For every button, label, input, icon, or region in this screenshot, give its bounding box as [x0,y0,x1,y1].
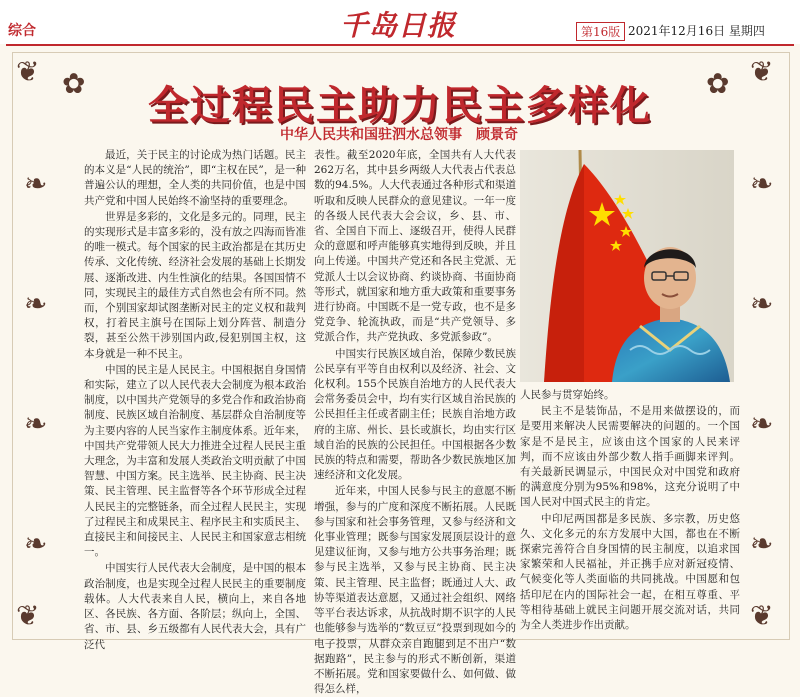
swirl-ornament-icon: ❦ [750,599,774,632]
article-column-1 [84,148,306,651]
newspaper-logo: 千岛日报 [340,9,457,42]
paragraph: 中国的民主是人民民主。中国根据自身国情和实际，建立了以人民代表大会制度为根本政治制度，以中国共产党领导的多党合作和政治协商制度、民族区域自治制度、基层群众自治制度等为主要内容的人民当家作主制度体系。近年来，中国共产党带领人民大力推进全过程人民民主重大理念，为丰富和发展人类政治文明贡献了中国智慧、中国方案。民主选举、民主协商、民主决策、民主管理、民主监督等各个环节形成全过程人民民主的完整链条，而全过程人民民主，实现了过程民主和成果民主、程序民主和实质民主、直接民主和间接民主、人民民主和国家意志相统一。 [84,363,306,559]
article-byline: 中华人民共和国驻泗水总领事 顾景奇 [280,127,518,143]
swirl-ornament-icon: ❧ [750,407,774,440]
page-number-badge: 第16版 [576,22,625,41]
swirl-ornament-icon: ✿ [706,67,730,100]
paragraph: 中国实行民族区域自治，保障少数民族公民享有平等自由权利以及经济、社会、文化权利。155个民族自治地方的人民代表大会常务委员会中，均有实行区域自治民族的公民担任主任或者副主任；民族自治地方政府的主席、州长、县长或旗长，均由实行区域自治的民族的公民担任。中国根据各少数民族的特点和需要，帮助各少数民族地区加速经济和文化发展。 [314,347,516,482]
paragraph: 表性。截至2020年底，全国共有人大代表262万名，其中县乡两级人大代表占代表总数的94.5%。人大代表通过各种形式和渠道听取和反映人民群众的意见建议。一年一度的各级人民代表大会会议，乡、县、市、省、全国自下而上、逐级召开，使得人民群众的意愿和呼声能够真实地得到反映，并且向上传递。中国共产党还和各民主党派、无党派人士以会议协商、约谈协商、书面协商等形式，就国家和地方重大政策和重要事务进行协商。中国既不是一党专政，也不是多党竞争、轮流执政，而是“共产党领导、多党派合作，共产党执政、多党派参政”。 [314,149,516,344]
paragraph: 民主不是装饰品，不是用来做摆设的，而是要用来解决人民需要解决的问题的。一个国家是不是民主，应该由这个国家的人民来评判，而不应该由外部少数人指手画脚来评判。有关最新民调显示，中国民众对中国党和政府的满意度分别为95%和98%，这充分说明了中国人民对中国式民主的肯定。 [520,405,740,509]
paragraph: 最近，关于民主的讨论成为热门话题。民主的本义是“人民的统治”，即“主权在民”，是一种普遍公认的理想，全人类的共同价值，也是中国共产党和中国人民始终不渝坚持的重要理念。 [84,149,306,207]
swirl-ornament-icon: ❧ [24,407,48,440]
paragraph: 世界是多彩的，文化是多元的。同理，民主的实现形式是丰富多彩的，没有放之四海而皆准的唯一模式。每个国家的民主政治都是在其历史传承、文化传统、经济社会发展的基础上长期发展、逐渐改进、内生性演化的结果。各国国情不同，实现民主的最佳方式自然也会有所不同。然而，个别国家却试图垄断对民主的定义权和裁判权，打着民主旗号在国际上划分阵营、制造分裂，甚至公然干涉别国内政,侵犯别国主权，这本身就是一种不民主。 [84,210,306,360]
article-column-3 [520,388,740,632]
swirl-ornament-icon: ❧ [750,287,774,320]
swirl-ornament-icon: ❦ [16,599,40,632]
swirl-ornament-icon: ✿ [62,67,86,100]
issue-date: 2021年12月16日 星期四 [628,24,765,38]
swirl-ornament-icon: ❧ [750,167,774,200]
masthead-divider [6,44,794,46]
swirl-ornament-icon: ❦ [16,55,40,88]
photo-illustration [520,150,734,382]
swirl-ornament-icon: ❧ [24,287,48,320]
article-title: 全过程民主助力民主多样化 [148,83,652,129]
section-label: 综合 [8,23,36,39]
swirl-ornament-icon: ❧ [24,167,48,200]
paragraph: 近年来，中国人民参与民主的意愿不断增强，参与的广度和深度不断拓展。人民既参与国家和社会事务管理，又参与经济和文化事业管理；既参与国家发展顶层设计的意见建议征询，又参与地方公共事务治理；既参与民主选举，又参与民主协商、民主决策、民主管理、民主监督；既通过人大、政协等渠道表达意愿，又通过社会组织、网络等平台表达诉求，从抗战时期不识字的人民也能够参与选举的“数豆豆”投票到现如今的电子投票，从群众亲自跑腿到足不出户“数据跑路”，民主参与的形式不断创新，渠道不断拓展。党和国家要做什么、如何做、做得怎么样， [314,485,516,696]
paragraph: 中国实行人民代表大会制度，是中国的根本政治制度，也是实现全过程人民民主的重要制度载体。人大代表来自人民，横向上，来自各地区、各民族、各方面、各阶层；纵向上，全国、省、市、县、乡五级都有人民代表大会，具有广泛代 [84,562,306,651]
article-column-2 [314,148,516,696]
article-photo [520,150,734,382]
swirl-ornament-icon: ❧ [750,527,774,560]
paragraph: 中印尼两国都是多民族、多宗教，历史悠久、文化多元的东方发展中大国，都也在不断探索完善符合自身国情的民主制度，以追求国家繁荣和人民福祉，并正携手应对新冠疫情、气候变化等人类面临的共同挑战。中国愿和包括印尼在内的国际社会一起，在相互尊重、平等相待基础上就民主问题开展交流对话，共同为全人类进步作出贡献。 [520,512,740,632]
paragraph: 人民参与贯穿始终。 [520,389,615,401]
masthead [0,0,800,44]
swirl-ornament-icon: ❧ [24,527,48,560]
swirl-ornament-icon: ❦ [750,55,774,88]
